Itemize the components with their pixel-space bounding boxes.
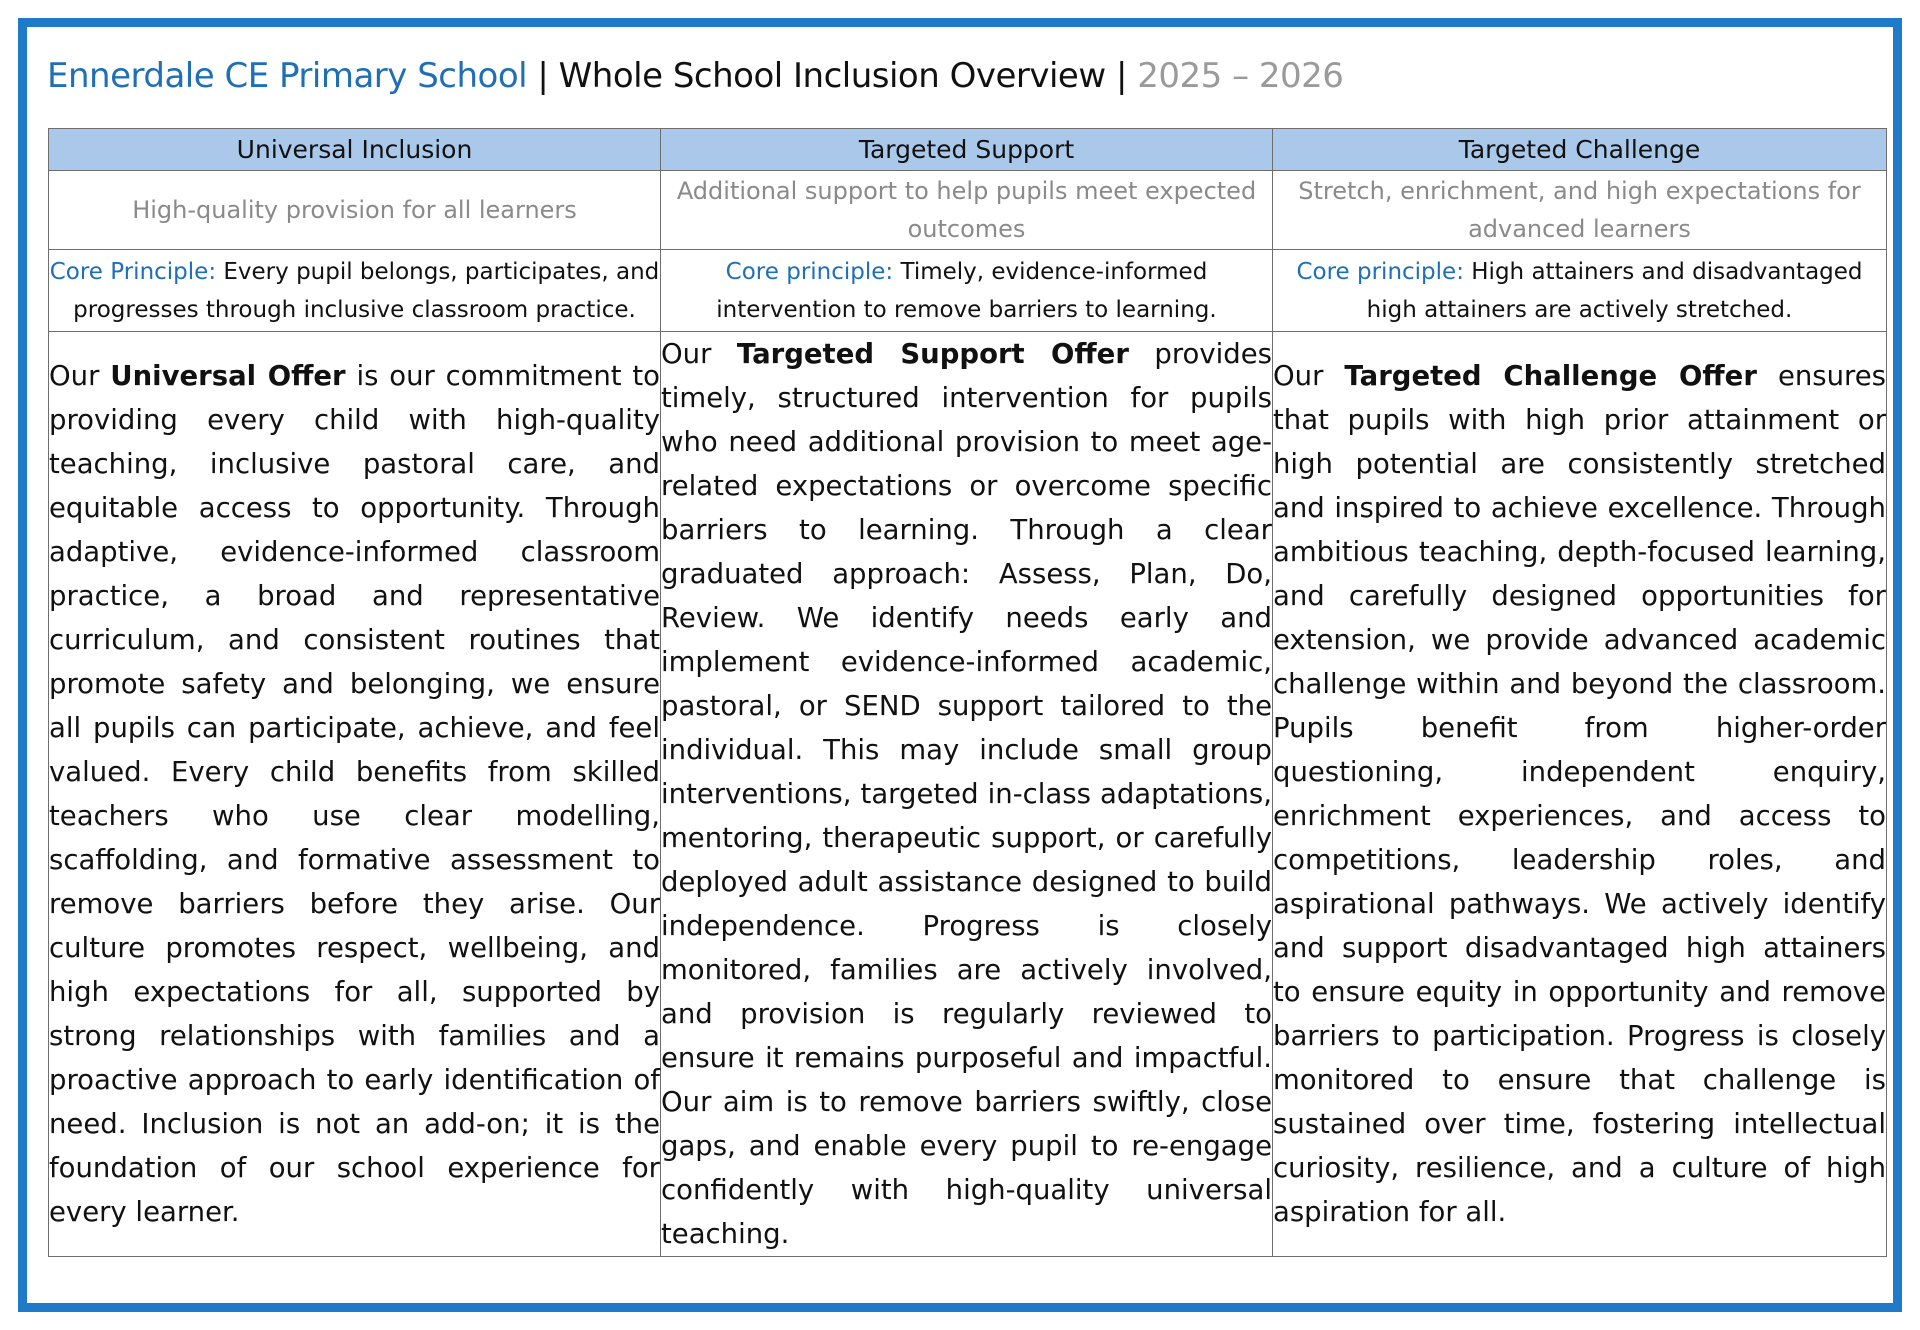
subtitle-universal: High-quality provision for all learners (49, 171, 661, 250)
core-principle-label: Core principle: (1296, 258, 1464, 285)
offer-body: provides timely, structured intervention for pupils who need additional provision to meet age-related expectations or overcome specific barriers to learning. Through a clear graduated approach: Assess, Plan, Do, Review. We identify needs early and implement evidence-informed academic, pastoral, or SEND support tailored to the individual. This may include small group interventions, targeted in-class adaptations, mentoring, therapeutic support, or carefully deployed adult assistance designed to build independence. Progress is closely monitored, families are actively involved, and provision is regularly reviewed to ensure it remains purposeful and impactful. Our aim is to remove barriers swiftly, close gaps, and enable every pupil to re-engage confidently with high-quality universal teaching. (661, 338, 1272, 1250)
core-principle-universal (49, 250, 661, 332)
offer-targeted-support (661, 332, 1273, 1257)
core-principle-label: Core Principle: (49, 258, 217, 285)
offer-text (661, 332, 1272, 1256)
column-heading-targeted-challenge: Targeted Challenge (1273, 129, 1887, 171)
offer-text (49, 354, 660, 1234)
core-principle-targeted-challenge (1273, 250, 1887, 332)
offer-name: Targeted Challenge Offer (1344, 360, 1757, 392)
subtitle-targeted-challenge: Stretch, enrichment, and high expectations for advanced learners (1273, 171, 1887, 250)
inclusion-overview-table (48, 128, 1887, 1257)
offer-universal (49, 332, 661, 1257)
core-principle-row (49, 250, 1887, 332)
core-principle-text: Every pupil belongs, participates, and progresses through inclusive classroom practice. (73, 258, 660, 323)
core-principle-label: Core principle: (725, 258, 894, 285)
school-name: Ennerdale CE Primary School (47, 56, 528, 96)
title-separator: | (537, 56, 549, 96)
subtitle-row (49, 171, 1887, 250)
column-heading-universal: Universal Inclusion (49, 129, 661, 171)
offer-description-row (49, 332, 1887, 1257)
offer-text (1273, 354, 1886, 1234)
core-principle-targeted-support (661, 250, 1273, 332)
offer-prefix: Our (49, 360, 100, 392)
column-heading-targeted-support: Targeted Support (661, 129, 1273, 171)
title-separator: | (1115, 56, 1127, 96)
offer-targeted-challenge (1273, 332, 1887, 1257)
heading-row (49, 129, 1887, 171)
core-principle-text: Timely, evidence-informed intervention to remove barriers to learning. (716, 258, 1217, 323)
offer-prefix: Our (1273, 360, 1324, 392)
offer-prefix: Our (661, 338, 712, 370)
subtitle-targeted-support: Additional support to help pupils meet expected outcomes (661, 171, 1273, 250)
academic-year: 2025 – 2026 (1137, 56, 1344, 96)
offer-body: ensures that pupils with high prior attainment or high potential are consistently stretched and inspired to achieve excellence. Through ambitious teaching, depth-focused learning, and carefully designed opportunities for extension, we provide advanced academic challenge within and beyond the classroom. Pupils benefit from higher-order questioning, independent enquiry, enrichment experiences, and access to competitions, leadership roles, and aspirational pathways. We actively identify and support disadvantaged high attainers to ensure equity in opportunity and remove barriers to participation. Progress is closely monitored to ensure that challenge is sustained over time, fostering intellectual curiosity, resilience, and a culture of high aspiration for all. (1273, 360, 1886, 1228)
offer-body: is our commitment to providing every child with high-quality teaching, inclusive pastoral care, and equitable access to opportunity. Through adaptive, evidence-informed classroom practice, a broad and representative curriculum, and consistent routines that promote safety and belonging, we ensure all pupils can participate, achieve, and feel valued. Every child benefits from skilled teachers who use clear modelling, scaffolding, and formative assessment to remove barriers before they arise. Our culture promotes respect, wellbeing, and high expectations for all, supported by strong relationships with families and a proactive approach to early identification of need. Inclusion is not an add-on; it is the foundation of our school experience for every learner. (49, 360, 660, 1228)
page-title (47, 52, 1343, 100)
document-title: Whole School Inclusion Overview (558, 56, 1106, 96)
core-principle-text: High attainers and disadvantaged high attainers are actively stretched. (1366, 258, 1863, 323)
offer-name: Universal Offer (110, 360, 346, 392)
offer-name: Targeted Support Offer (736, 338, 1129, 370)
